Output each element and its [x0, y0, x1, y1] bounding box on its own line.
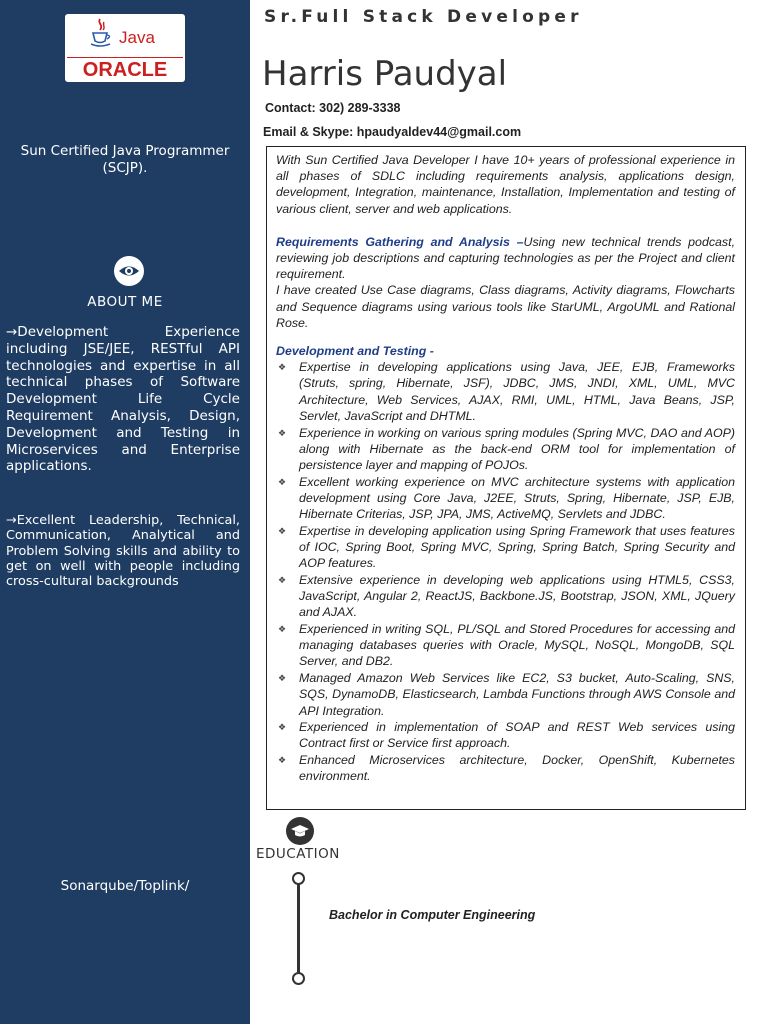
timeline-line: [297, 884, 300, 976]
summary-intro: With Sun Certified Java Developer I have 10+ years of professional experience in all phases of SDLC including requirements analysis, applications design, development, Integration, maintenance, Installation, Implementation and testing of various client, server and web applications.: [276, 153, 735, 216]
list-item: ❖ Enhanced Microservices architecture, Docker, OpenShift, Kubernetes environment.: [278, 753, 735, 784]
diamond-bullet-icon: ❖: [278, 722, 287, 733]
education-heading: EDUCATION: [256, 846, 340, 862]
diamond-bullet-icon: ❖: [278, 427, 287, 438]
list-item: ❖ Managed Amazon Web Services like EC2, S3 bucket, Auto-Scaling, SNS, SQS, DynamoDB, Elasticsearch, Lambda Functions through AWS Console and API Integration.: [278, 671, 735, 718]
diamond-bullet-icon: ❖: [278, 673, 287, 684]
diamond-bullet-icon: ❖: [278, 476, 287, 487]
sidebar: [0, 0, 250, 1024]
degree-text: Bachelor in Computer Engineering: [329, 908, 536, 922]
skills-text: Sonarqube/Toplink/: [60, 878, 190, 894]
experience-list: [276, 359, 735, 784]
about-paragraph: →Development Experience including JSE/JEE, RESTful API technologies and expertise in all technical phases of Software Development Life Cycle Requirement Analysis, Design, Development and Testing in Microservices and Enterprise applications.: [6, 324, 240, 475]
requirements-text: Using new technical trends podcast, reviewing job descriptions and capturing technologies as per the Project and client requirement.: [276, 234, 736, 282]
candidate-name: Harris Paudyal: [262, 54, 508, 94]
contact-phone: Contact: 302) 289-3338: [265, 101, 401, 115]
list-item: ❖ Extensive experience in developing web applications using HTML5, CSS3, JavaScript, Angular 2, ReactJS, Backbone.JS, Bootstrap, JSON, XML, JQuery and AJAX.: [278, 572, 735, 620]
contact-email: Email & Skype: hpaudyaldev44@gmail.com: [263, 125, 522, 139]
list-item: ❖ Expertise in developing applications using Java, JEE, EJB, Frameworks (Struts, spring, Hibernate, JSF), JDBC, JMS, JNDI, XML, UML, MVC Architecture, Web Services, AJAX, RMI, UML, HTML, Java Beans, JSP, Servlet, JavaScript and DHTML.: [278, 360, 735, 423]
about-me-heading: ABOUT ME: [87, 294, 163, 310]
diamond-bullet-icon: ❖: [278, 623, 287, 634]
job-title: Sr.Full Stack Developer: [264, 7, 583, 27]
diamond-bullet-icon: ❖: [278, 362, 287, 373]
java-wordmark: Java: [119, 28, 155, 47]
list-item: ❖ Experienced in implementation of SOAP and REST Web services using Contract first or Service first approach.: [278, 720, 735, 751]
about-paragraph: →Excellent Leadership, Technical, Communication, Analytical and Problem Solving skills and ability to get on well with people including cross-cultural backgrounds: [6, 513, 240, 590]
oracle-wordmark: ORACLE: [65, 60, 185, 80]
requirements-section: [276, 234, 735, 283]
list-item: ❖ Experienced in writing SQL, PL/SQL and Stored Procedures for accessing and managing databases queries with Oracle, MySQL, NoSQL, MongoDB, SQL Server, and DB2.: [278, 621, 735, 669]
diamond-bullet-icon: ❖: [278, 525, 287, 536]
graduation-cap-icon: [286, 817, 314, 845]
list-item: ❖ Excellent working experience on MVC architecture systems with application development using Core Java, J2EE, Struts, Spring, Hibernate, JSP, EJB, Hibernate Criterias, JSP, JPA, JMS, ActiveMQ, Servlets and JDBC.: [278, 474, 735, 522]
diamond-bullet-icon: ❖: [278, 755, 287, 766]
list-item: ❖ Expertise in developing application using Spring Framework that uses features of IOC, Spring Boot, Spring MVC, Spring, Spring Batch, Spring Security and AOP features.: [278, 523, 735, 571]
requirements-heading: Requirements Gathering and Analysis –: [276, 234, 524, 249]
development-heading: Development and Testing -: [276, 344, 434, 359]
java-oracle-logo: [65, 14, 185, 82]
list-item: ❖ Experience in working on various spring modules (Spring MVC, DAO and AOP) along with Hibernate as the back-end ORM tool for implementation of persistence layer and mapping of POJOs.: [278, 425, 735, 472]
professional-summary: [266, 146, 746, 810]
certification-text: Sun Certified Java Programmer (SCJP).: [20, 143, 230, 176]
uml-text: I have created Use Case diagrams, Class diagrams, Activity diagrams, Flowcharts and Sequence diagrams using various tools like StarUML, ArgoUML and Rational Rose.: [276, 283, 735, 330]
java-cup-icon: [89, 18, 113, 48]
eye-icon: [114, 256, 144, 286]
diamond-bullet-icon: ❖: [278, 574, 287, 585]
timeline-end-dot: [292, 972, 305, 985]
timeline-start-dot: [292, 872, 305, 885]
